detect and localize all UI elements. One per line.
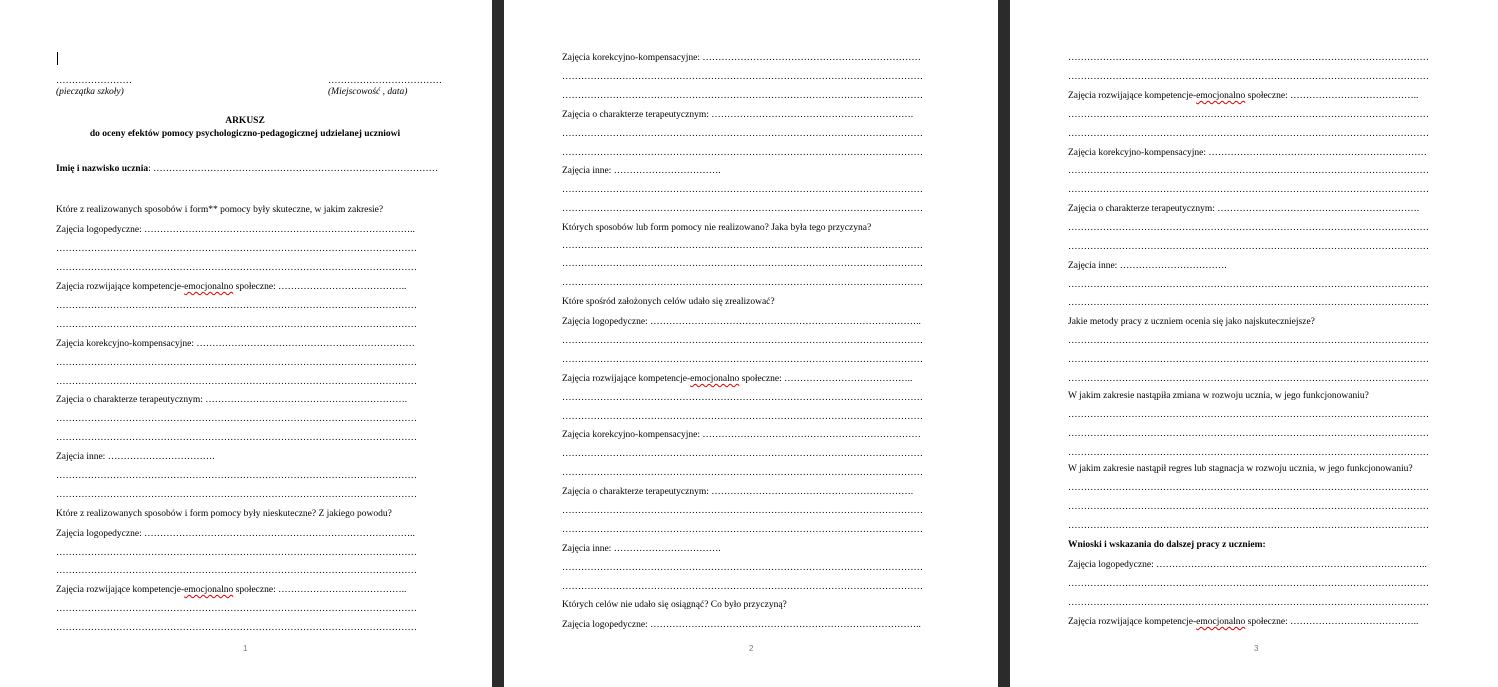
dotted-line: …………………………………………………………………………………………………… — [1068, 129, 1429, 139]
page-number: 3 — [1254, 644, 1259, 653]
page-number: 1 — [243, 644, 248, 653]
stamp-label: (pieczątka szkoły) — [56, 87, 124, 97]
dotted-line: …………………………………………………………………………………………………… — [1068, 598, 1429, 608]
question-ineffective: Które z realizowanych sposobów i form pomocy były nieskuteczne? Z jakiego powodu? — [56, 509, 392, 519]
dotted-line: …………………………………………………………………………………………………… — [562, 204, 923, 214]
dotted-line: …………………………………………………………………………………………………… — [1068, 166, 1429, 176]
dotted-line: …………………………………………………………………………………………………… — [56, 377, 417, 387]
field-developmental: Zajęcia rozwijające kompetencje-emocjonalno społeczne: ………………………………….. — [1068, 91, 1419, 101]
dotted-line: …………………………………………………………………………………………………… — [562, 468, 923, 478]
field-logopedic: Zajęcia logopedyczne: ………………………………………………………………………….. — [56, 225, 415, 235]
text-cursor — [57, 52, 58, 65]
field-other: Zajęcia inne: ……………………………. — [562, 544, 721, 554]
dotted-line: …………………………………………………………………………………………………… — [56, 301, 417, 311]
dotted-line: …………………………………………………………………………………………………… — [562, 72, 923, 82]
field-logopedic: Zajęcia logopedyczne: ………………………………………………………………………….. — [562, 620, 921, 630]
dotted-line: …………………………………………………………………………………………………… — [56, 244, 417, 254]
dotted-line: …………………………………………………………………………………………………… — [56, 566, 417, 576]
dotted-line: …………………………………………………………………………………………………… — [562, 582, 923, 592]
dotted-line: …………………………………………………………………………………………………… — [1068, 336, 1429, 346]
question-not-realized: Których sposobów lub form pomocy nie realizowano? Jaka była tego przyczyna? — [562, 223, 872, 233]
field-therapeutic: Zajęcia o charakterze terapeutycznym: ………………………………………………………. — [562, 110, 914, 120]
dotted-line: …………………………………………………………………………………………………… — [1068, 185, 1429, 195]
stamp-dots: …………………… — [56, 76, 132, 86]
dotted-line: …………………………………………………………………………………………………… — [562, 278, 923, 288]
dotted-line: …………………………………………………………………………………………………… — [562, 525, 923, 535]
dotted-line: …………………………………………………………………………………………………… — [1068, 521, 1429, 531]
dotted-line: …………………………………………………………………………………………………… — [562, 336, 923, 346]
dotted-line: …………………………………………………………………………………………………… — [56, 263, 417, 273]
field-logopedic: Zajęcia logopedyczne: ………………………………………………………………………….. — [56, 529, 415, 539]
dotted-line: …………………………………………………………………………………………………… — [1068, 53, 1429, 63]
dotted-line: …………………………………………………………………………………………………… — [562, 506, 923, 516]
field-developmental: Zajęcia rozwijające kompetencje-emocjonalno społeczne: ………………………………….. — [562, 374, 913, 384]
dotted-line: …………………………………………………………………………………………………… — [562, 259, 923, 269]
dotted-line: …………………………………………………………………………………………………… — [56, 320, 417, 330]
question-regress: W jakim zakresie nastąpił regres lub stagnacja w rozwoju ucznia, w jego funkcjonowaniu? — [1068, 464, 1413, 474]
field-therapeutic: Zajęcia o charakterze terapeutycznym: ………………………………………………………. — [562, 487, 914, 497]
field-other: Zajęcia inne: ……………………………. — [56, 452, 215, 462]
dotted-line: …………………………………………………………………………………………………… — [1068, 280, 1429, 290]
dotted-line: …………………………………………………………………………………………………… — [1068, 355, 1429, 365]
question-change: W jakim zakresie nastąpiła zmiana w rozwoju ucznia, w jego funkcjonowaniu? — [1068, 391, 1369, 401]
field-corrective: Zajęcia korekcyjno-kompensacyjne: …………………………………………………………… — [562, 430, 921, 440]
dotted-line: …………………………………………………………………………………………………… — [562, 355, 923, 365]
dotted-line: …………………………………………………………………………………………………… — [1068, 242, 1429, 252]
dotted-line: …………………………………………………………………………………………………… — [562, 148, 923, 158]
dotted-line: …………………………………………………………………………………………………… — [562, 91, 923, 101]
dotted-line: …………………………………………………………………………………………………… — [1068, 429, 1429, 439]
dotted-line: …………………………………………………………………………………………………… — [562, 241, 923, 251]
dotted-line: …………………………………………………………………………………………………… — [1068, 502, 1429, 512]
field-other: Zajęcia inne: ……………………………. — [562, 166, 721, 176]
field-therapeutic: Zajęcia o charakterze terapeutycznym: ………………………………………………………. — [1068, 204, 1420, 214]
dotted-line: …………………………………………………………………………………………………… — [1068, 579, 1429, 589]
question-goals-failed: Których celów nie udało się osiągnąć? Co było przyczyną? — [562, 600, 787, 610]
dotted-line: …………………………………………………………………………………………………… — [562, 129, 923, 139]
dotted-line: …………………………………………………………………………………………………… — [56, 548, 417, 558]
page-number: 2 — [749, 644, 754, 653]
document-page-2 — [504, 0, 998, 687]
dotted-line: …………………………………………………………………………………………………… — [56, 414, 417, 424]
dotted-line: …………………………………………………………………………………………………… — [562, 185, 923, 195]
dotted-line: …………………………………………………………………………………………………… — [1068, 298, 1429, 308]
dotted-line: …………………………………………………………………………………………………… — [56, 490, 417, 500]
dotted-line: …………………………………………………………………………………………………… — [562, 393, 923, 403]
question-goals-achieved: Które spośród założonych celów udało się zrealizować? — [562, 297, 775, 307]
document-page-1 — [0, 0, 492, 687]
dotted-line: …………………………………………………………………………………………………… — [56, 604, 417, 614]
question-effective: Które z realizowanych sposobów i form** pomocy były skuteczne, w jakim zakresie? — [56, 205, 384, 215]
conclusions-heading: Wnioski i wskazania do dalszej pracy z uczniem: — [1068, 540, 1266, 550]
document-page-3 — [1010, 0, 1498, 687]
field-corrective: Zajęcia korekcyjno-kompensacyjne: …………………………………………………………… — [562, 53, 921, 63]
dotted-line: …………………………………………………………………………………………………… — [562, 412, 923, 422]
field-therapeutic: Zajęcia o charakterze terapeutycznym: ………………………………………………………. — [56, 395, 408, 405]
document-title: ARKUSZ — [225, 116, 265, 126]
dotted-line: …………………………………………………………………………………………………… — [56, 433, 417, 443]
dotted-line: …………………………………………………………………………………………………… — [562, 563, 923, 573]
field-logopedic: Zajęcia logopedyczne: ………………………………………………………………………….. — [1068, 560, 1427, 570]
field-corrective: Zajęcia korekcyjno-kompensacyjne: …………………………………………………………… — [1068, 148, 1427, 158]
dotted-line: …………………………………………………………………………………………………… — [56, 471, 417, 481]
dotted-line: …………………………………………………………………………………………………… — [56, 623, 417, 633]
dotted-line: …………………………………………………………………………………………………… — [1068, 110, 1429, 120]
dotted-line: …………………………………………………………………………………………………… — [1068, 374, 1429, 384]
field-logopedic: Zajęcia logopedyczne: ………………………………………………………………………….. — [562, 317, 921, 327]
student-name-line: Imię i nazwisko ucznia: ……………………………………………………………………………… — [56, 164, 439, 174]
place-label: (Miejscowość , data) — [328, 87, 408, 97]
dotted-line: …………………………………………………………………………………………………… — [1068, 448, 1429, 458]
dotted-line: …………………………………………………………………………………………………… — [1068, 483, 1429, 493]
dotted-line: …………………………………………………………………………………………………… — [56, 358, 417, 368]
field-developmental: Zajęcia rozwijające kompetencje-emocjonalno społeczne: ………………………………….. — [56, 282, 407, 292]
question-methods: Jakie metody pracy z uczniem ocenia się jako najskuteczniejsze? — [1068, 317, 1315, 327]
document-subtitle: do oceny efektów pomocy psychologiczno-pedagogicznej udzielanej uczniowi — [89, 129, 401, 139]
dotted-line: …………………………………………………………………………………………………… — [1068, 72, 1429, 82]
field-developmental: Zajęcia rozwijające kompetencje-emocjonalno społeczne: ………………………………….. — [56, 585, 407, 595]
dotted-line: …………………………………………………………………………………………………… — [1068, 410, 1429, 420]
dotted-line: …………………………………………………………………………………………………… — [1068, 223, 1429, 233]
field-corrective: Zajęcia korekcyjno-kompensacyjne: …………………………………………………………… — [56, 339, 415, 349]
field-developmental: Zajęcia rozwijające kompetencje-emocjonalno społeczne: ………………………………….. — [1068, 617, 1419, 627]
dotted-line: …………………………………………………………………………………………………… — [562, 449, 923, 459]
field-other: Zajęcia inne: ……………………………. — [1068, 261, 1227, 271]
place-dots: ……………………………… — [328, 76, 442, 86]
